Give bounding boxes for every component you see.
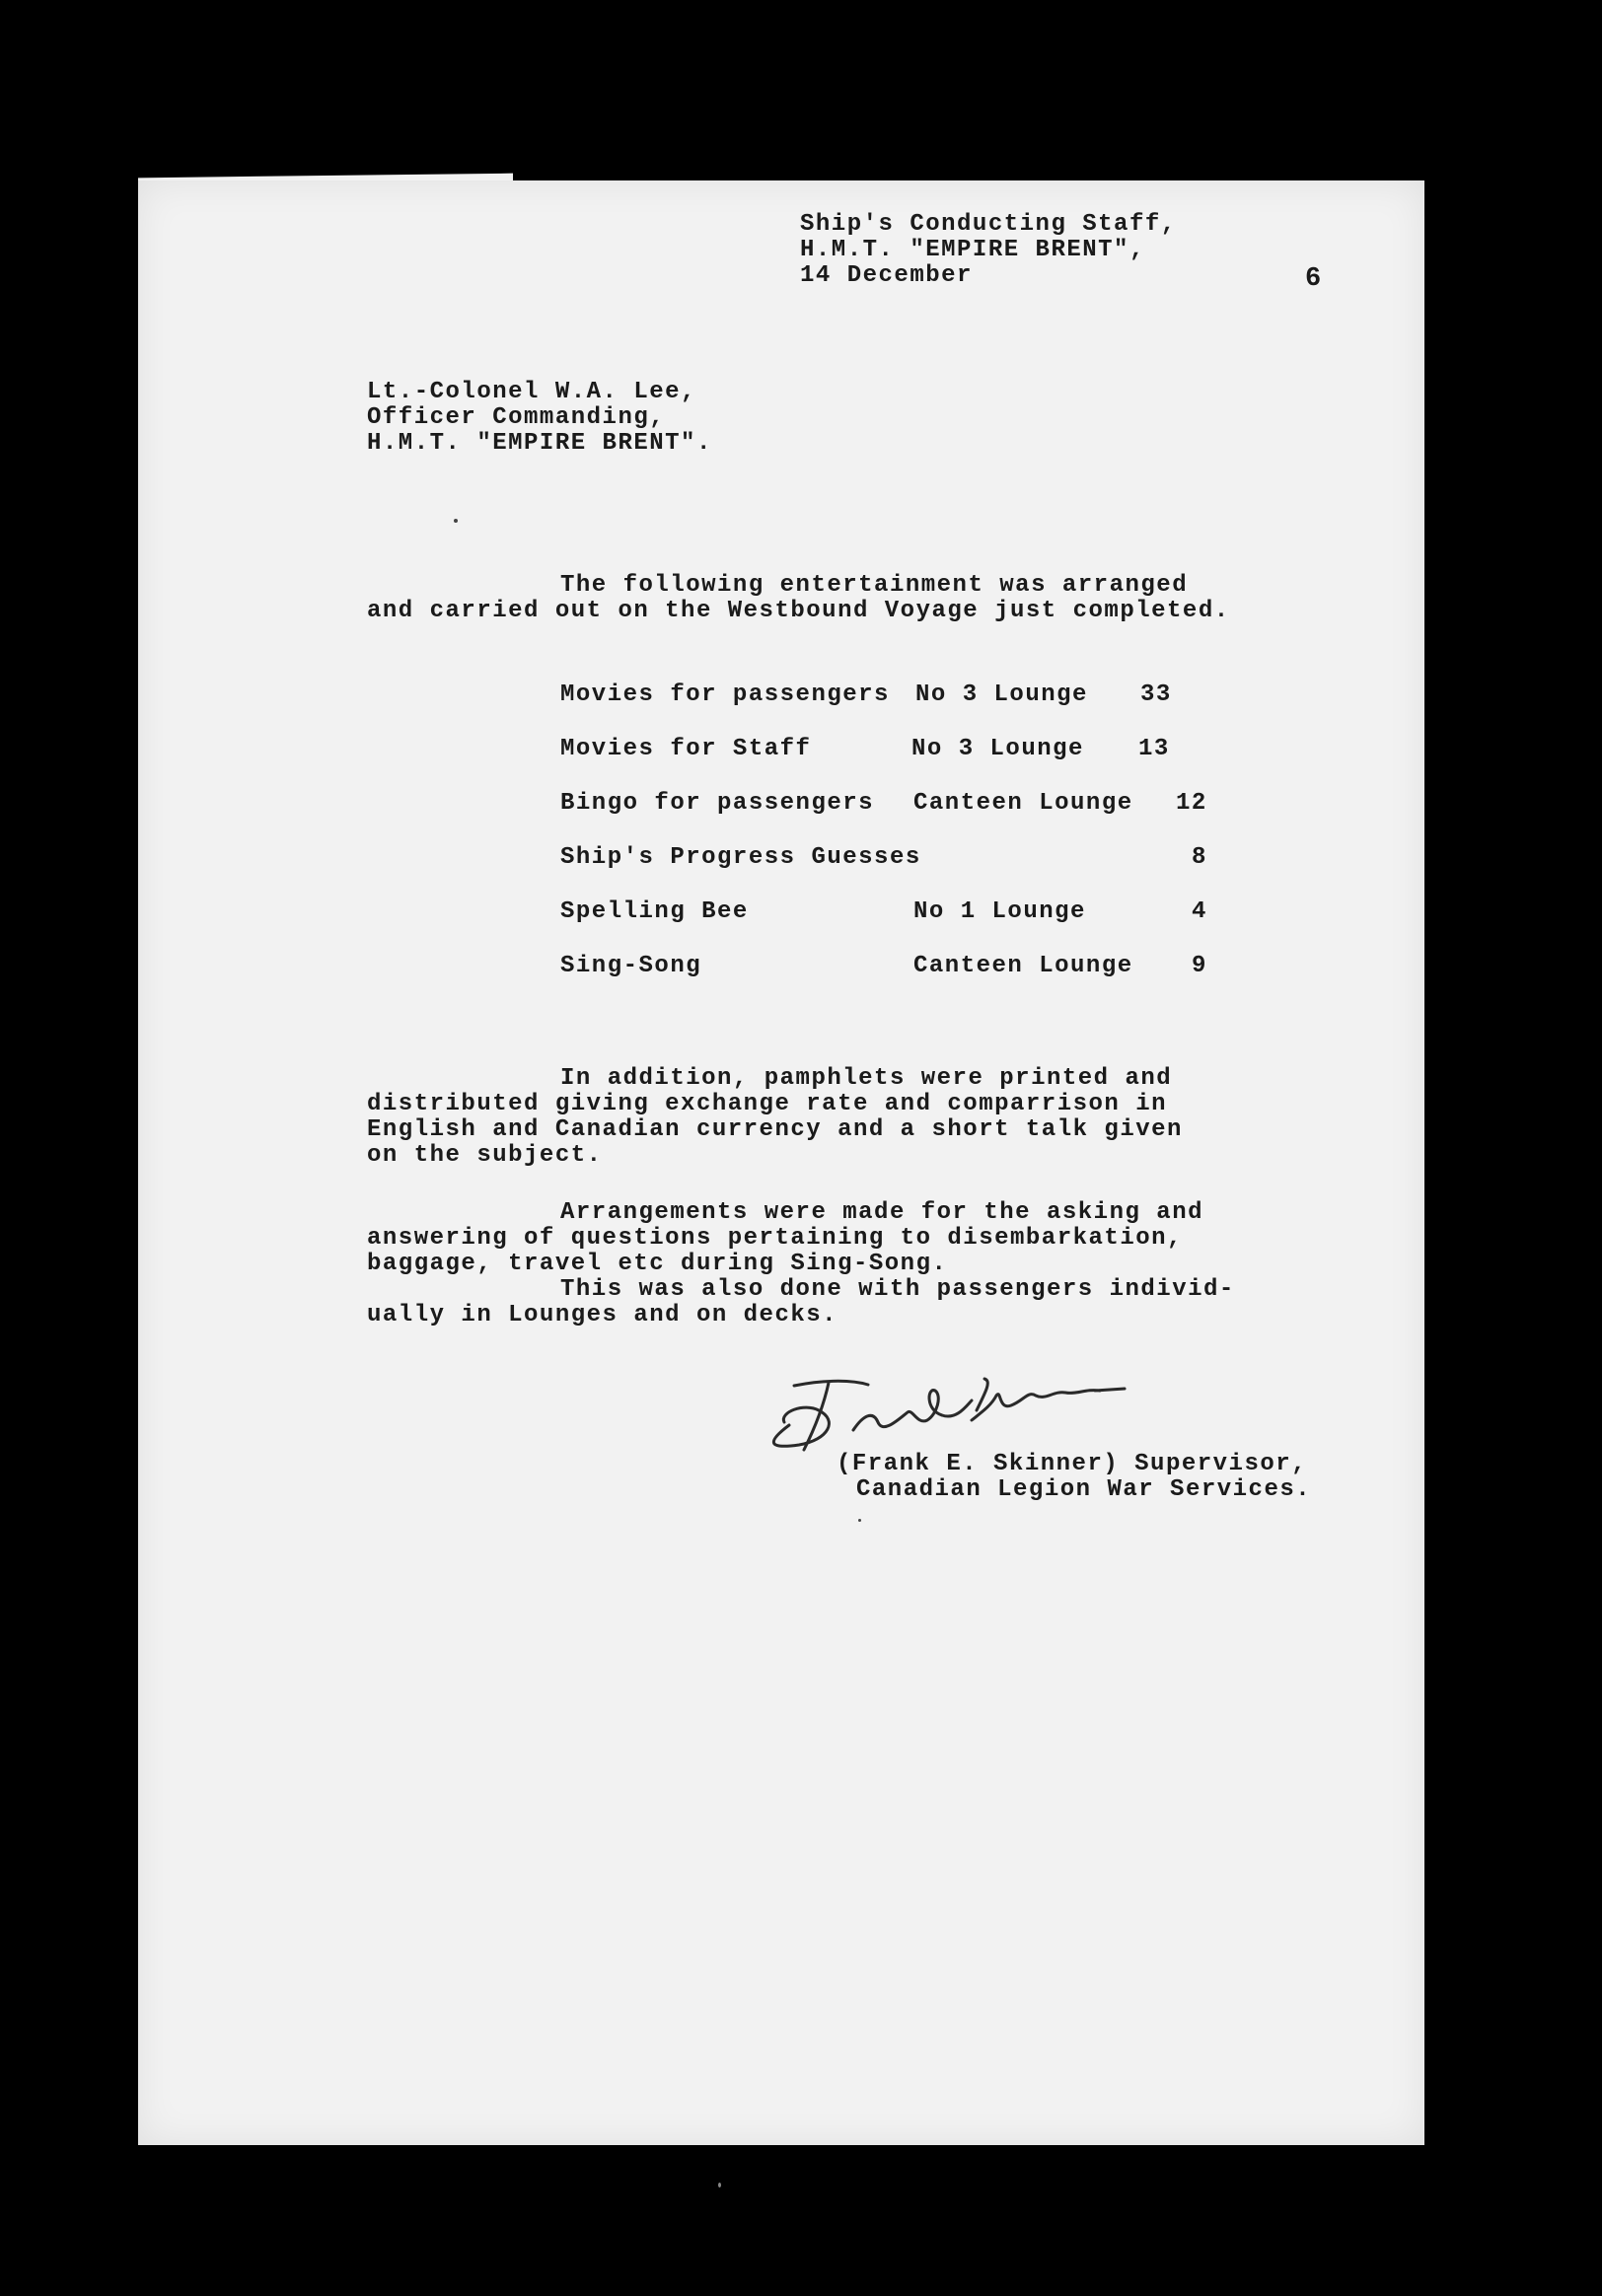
activity-event: Bingo for passengers: [560, 790, 875, 817]
handwritten-signature: [760, 1351, 1154, 1460]
paper-speck: [858, 1519, 861, 1522]
activity-count: 8: [1192, 844, 1207, 871]
activity-event: Spelling Bee: [560, 898, 749, 925]
activity-row: [560, 790, 1207, 820]
document-page: [138, 180, 1424, 2145]
pamphlets-line-3: English and Canadian currency and a short talk given: [367, 1116, 1183, 1143]
activity-venue: No 1 Lounge: [913, 898, 1086, 925]
paper-speck: [718, 2183, 721, 2188]
pamphlets-line-1: In addition, pamphlets were printed and: [560, 1065, 1173, 1092]
signature-line-1: (Frank E. Skinner) Supervisor,: [837, 1451, 1308, 1477]
recipient-line-2: Officer Commanding,: [367, 404, 666, 431]
signature-line-2: Canadian Legion War Services.: [856, 1476, 1312, 1503]
header-line-2: H.M.T. "EMPIRE BRENT",: [800, 237, 1145, 263]
pamphlets-line-4: on the subject.: [367, 1142, 603, 1169]
activity-venue: No 3 Lounge: [911, 736, 1084, 762]
activity-row: [560, 953, 1207, 982]
page-number: 6: [1305, 264, 1322, 294]
arrangements-line-5: ually in Lounges and on decks.: [367, 1302, 838, 1328]
paper-speck: [454, 519, 458, 523]
activity-event: Sing-Song: [560, 953, 702, 979]
intro-line-2: and carried out on the Westbound Voyage just completed.: [367, 598, 1230, 624]
header-line-1: Ship's Conducting Staff,: [800, 211, 1177, 238]
pamphlets-line-2: distributed giving exchange rate and comparrison in: [367, 1091, 1168, 1117]
recipient-line-3: H.M.T. "EMPIRE BRENT".: [367, 430, 712, 457]
activity-count: 33: [1140, 682, 1172, 708]
arrangements-line-4: This was also done with passengers individ-: [560, 1276, 1235, 1303]
arrangements-line-1: Arrangements were made for the asking and: [560, 1199, 1203, 1226]
activity-venue: Canteen Lounge: [913, 953, 1133, 979]
activity-count: 4: [1192, 898, 1207, 925]
activity-event: Movies for Staff: [560, 736, 812, 762]
activity-count: 13: [1138, 736, 1170, 762]
activity-venue: No 3 Lounge: [915, 682, 1088, 708]
activity-venue: Canteen Lounge: [913, 790, 1133, 817]
arrangements-line-3: baggage, travel etc during Sing-Song.: [367, 1251, 948, 1277]
arrangements-line-2: answering of questions pertaining to disembarkation,: [367, 1225, 1183, 1252]
activity-count: 12: [1176, 790, 1207, 817]
intro-line-1: The following entertainment was arranged: [560, 572, 1189, 599]
activity-row: [560, 682, 1172, 711]
activity-event: Ship's Progress Guesses: [560, 844, 921, 871]
activity-row: [560, 736, 1170, 765]
activity-row: [560, 844, 1207, 874]
header-line-3: 14 December: [800, 262, 973, 289]
activity-count: 9: [1192, 953, 1207, 979]
activity-event: Movies for passengers: [560, 682, 890, 708]
recipient-line-1: Lt.-Colonel W.A. Lee,: [367, 379, 696, 405]
activity-row: [560, 898, 1207, 928]
